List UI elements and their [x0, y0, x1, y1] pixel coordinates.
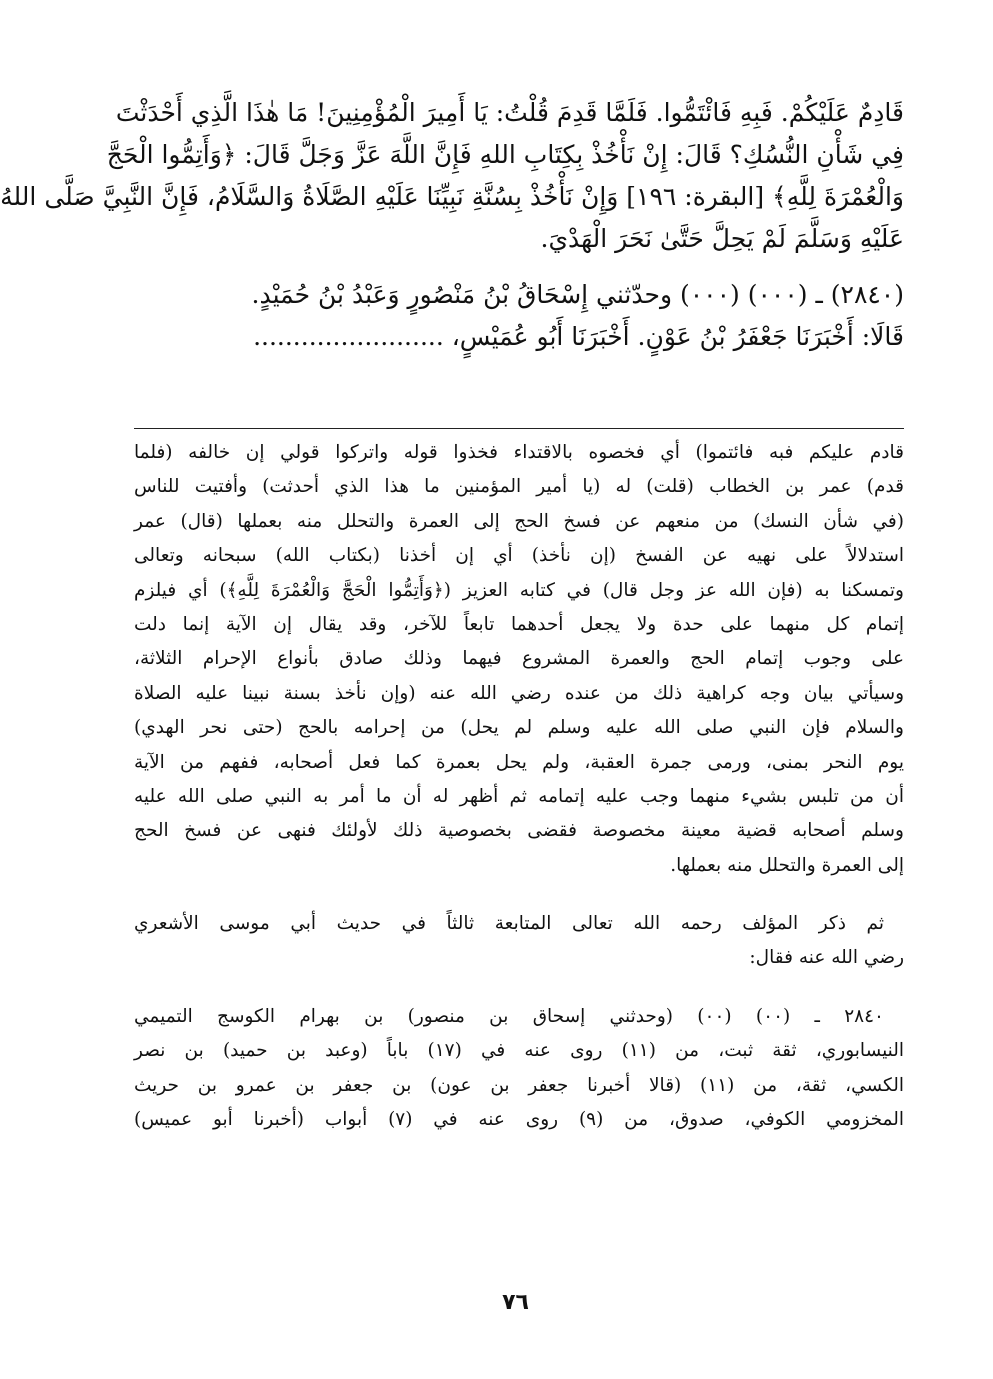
commentary-line: على وجوب إتمام الحج والعمرة المشروع فيهما وذلك صادق بأنواع الإحرام الثلاثة،	[134, 648, 904, 670]
commentary-line: (في شأن النسك) من منعهم عن فسخ الحج إلى العمرة والتحلل منه بعملها (قال) عمر	[134, 510, 904, 532]
commentary-line: الكسي، ثقة، من (١١) (قالا أخبرنا جعفر بن عون) بن جعفر بن عمرو بن حريث	[134, 1074, 904, 1096]
commentary-line: إتمام كل منهما على حدة ولا يجعل أحدهما تابعاً للآخر، وقد يقال إن الآية إنما دلت	[134, 613, 905, 635]
paragraph-spacer	[134, 883, 904, 907]
commentary-line: قدم) عمر بن الخطاب (قلت) له (يا أمير المؤمنين ما هذا الذي أحدثت) وأفتيت للناس	[134, 476, 904, 498]
hadith-line: عَلَيْهِ وَسَلَّمَ لَمْ يَحِلَّ حَتَّىٰ نَحَرَ الْهَدْيَ.	[540, 224, 904, 253]
hadith-line: وَالْعُمْرَةَ لِلَّهِ﴾ [البقرة: ١٩٦] وَإِنْ نَأْخُذْ بِسُنَّةِ نَبِيِّنَا عَلَيْهِ الصَّلَاةُ وَالسَّلَامُ، فَإِنَّ النَّبِيَّ صَلَّى اللهُ	[0, 182, 904, 211]
commentary-line: أن من تلبس بشيء منهما وجب عليه إتمامه ثم أظهر له أن ما أمر به النبي صلى الله عليه	[134, 785, 904, 807]
hadith-text-block	[0, 92, 904, 358]
hadith-chain-line: (٢٨٤٠) ـ (٠٠٠) (٠٠٠) وحدّثني إِسْحَاقُ بْنُ مَنْصُورٍ وَعَبْدُ بْنُ حُمَيْدٍ.	[251, 280, 904, 309]
hadith-chain-line: قَالَا: أَخْبَرَنَا جَعْفَرُ بْنُ عَوْنٍ. أَخْبَرَنَا أَبُو عُمَيْسٍ، ........................	[253, 322, 904, 351]
commentary-line: النيسابوري، ثقة ثبت، من (١١) روى عنه في (١٧) باباً (وعبد بن حميد) بن نصر	[134, 1040, 905, 1062]
commentary-line: ثم ذكر المؤلف رحمه الله تعالى المتابعة ثالثاً في حديث أبي موسى الأشعري	[134, 913, 884, 935]
commentary-line: قادم عليكم فبه فائتموا) أي فخصوه بالاقتداء فخذوا قوله واتركوا قولي إن خالفه (فلما	[134, 442, 904, 463]
hadith-line: فِي شَأْنِ النُّسُكِ؟ قَالَ: إِنْ نَأْخُذْ بِكِتَابِ اللهِ فَإِنَّ اللَّهَ عَزَّ وَجَلَّ قَالَ: ﴿وَأَتِمُّوا الْحَجَّ	[106, 140, 904, 169]
commentary-line: ٢٨٤٠ ـ (٠٠) (٠٠) (وحدثني إسحاق بن منصور) بن بهرام الكوسج التميمي	[134, 1005, 884, 1027]
commentary-line: يوم النحر بمنى، ورمى جمرة العقبة، ولم يحل بعمرة كما فعل أصحابه، ففهم من الآية	[134, 751, 904, 773]
commentary-line: والسلام فإن النبي صلى الله عليه وسلم لم يحل) من إحرامه بالحج (حتى نحر الهدي)	[134, 717, 904, 739]
hadith-line: قَادِمٌ عَلَيْكُمْ. فَبِهِ فَائْتَمُّوا. فَلَمَّا قَدِمَ قُلْتُ: يَا أَمِيرَ الْمُؤْمِنِينَ! مَا هٰذَا الَّذِي أَحْدَثْتَ	[115, 98, 904, 127]
commentary-line: وسيأتي بيان وجه كراهية ذلك من عنده رضي الله عنه (وإن نأخذ بسنة نبينا عليه الصلاة	[134, 682, 904, 704]
commentary-line: وسلم أصحابه قضية معينة مخصوصة فقضى بخصوصية ذلك لأولئك فنهى عن فسخ الحج	[134, 820, 904, 842]
commentary-line: وتمسكنا به (فإن الله عز وجل قال) في كتابه العزيز (﴿وَأَتِمُّوا الْحَجَّ وَالْعُمْرَةَ لِلَّهِ﴾) أي فيلزم	[134, 579, 904, 601]
commentary-line: رضي الله عنه فقال:	[749, 947, 904, 969]
page-number: ٧٦	[502, 1290, 529, 1315]
footnote-divider	[134, 428, 904, 429]
commentary-line: المخزومي الكوفي، صدوق، من (٩) روى عنه في (٧) أبواب (أخبرنا أبو عميس)	[134, 1109, 904, 1131]
commentary-line: استدلالاً على نهيه عن الفسخ (إن نأخذ) أي إن أخذنا (بكتاب الله) سبحانه وتعالى	[134, 545, 904, 567]
paragraph-spacer	[134, 976, 904, 1000]
commentary-block	[134, 436, 904, 1137]
commentary-line: إلى العمرة والتحلل منه بعملها.	[670, 854, 904, 876]
